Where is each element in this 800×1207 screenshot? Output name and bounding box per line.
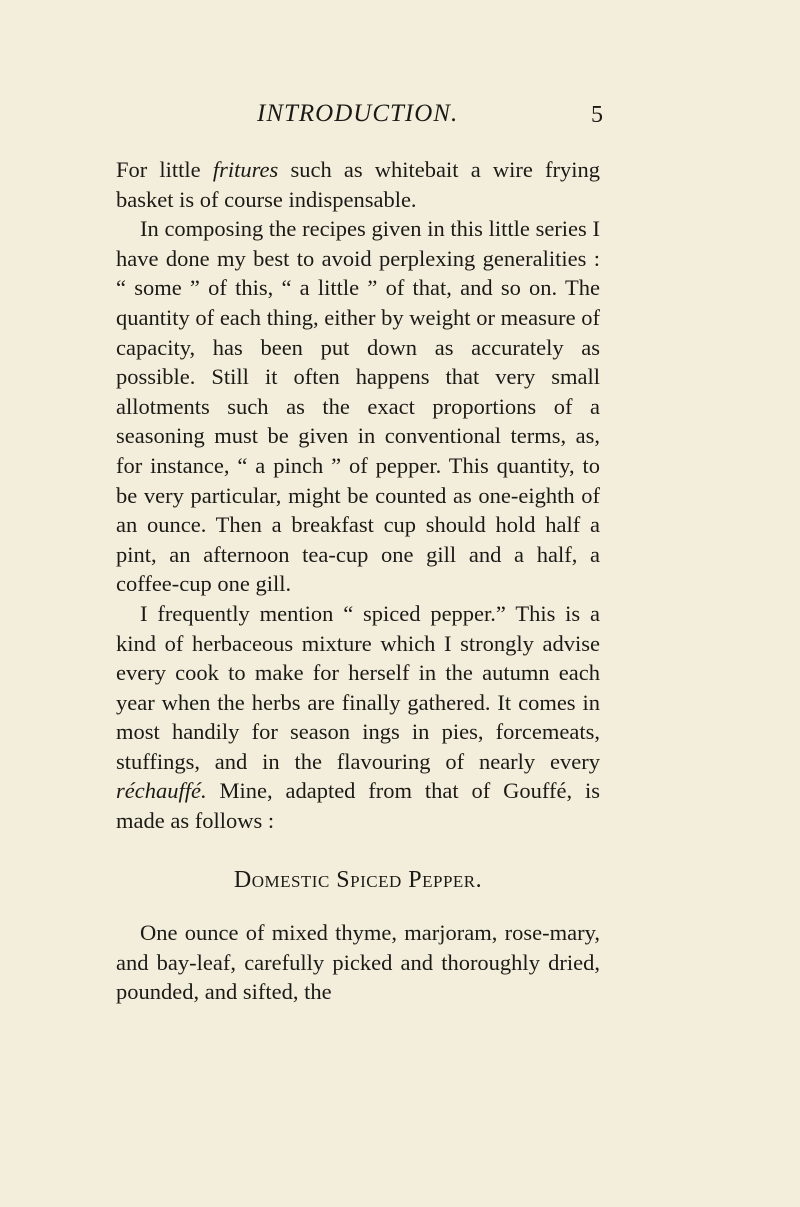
page-number: 5 (591, 102, 603, 128)
paragraph-fritures (116, 155, 600, 214)
paragraph-text: I frequently mention “ spiced pepper.” This is a kind of herbaceous mixture which I strongly advise every cook to make for herself in the autumn each year when the herbs are finally gathered. It comes in most handily for season ings in pies, forcemeats, stuffings, and in the flavouring of nearly every (116, 600, 600, 774)
paragraph-text: For little (116, 157, 213, 182)
italic-term-fritures: fritures (212, 157, 279, 182)
paragraph-recipes: In composing the recipes given in this little series I have done my best to avoid perplexing generalities : “ some ” of this, “ a little ” of that, and so on. The quantity of each thing, either by weight or measure of capacity, has been put down as accurately as possible. Still it often happens that very small allotments such as the exact proportions of a seasoning must be given in conventional terms, as, for instance, “ a pinch ” of pepper. This quantity, to be very particular, might be counted as one-eighth of an ounce. Then a breakfast cup should hold half a pint, an afternoon tea-cup one gill and a half, a coffee-cup one gill. (116, 216, 600, 597)
paragraph-spiced-pepper (116, 599, 600, 836)
body-text (116, 155, 600, 1007)
paragraph-text: such as whitebait a wire frying basket is of course indispensable. (116, 157, 601, 212)
italic-term-rechauffe: réchauffé. (116, 778, 207, 804)
section-heading: Domestic Spiced Pepper. (233, 866, 483, 893)
paragraph-recipe-start: One ounce of mixed thyme, marjoram, rose-mary, and bay-leaf, carefully picked and thoroughly dried, pounded, and sifted, the (116, 920, 600, 1005)
paragraph-text: Mine, adapted from that of Gouffé, is made as follows : (116, 778, 600, 834)
running-title: INTRODUCTION. (257, 100, 459, 127)
